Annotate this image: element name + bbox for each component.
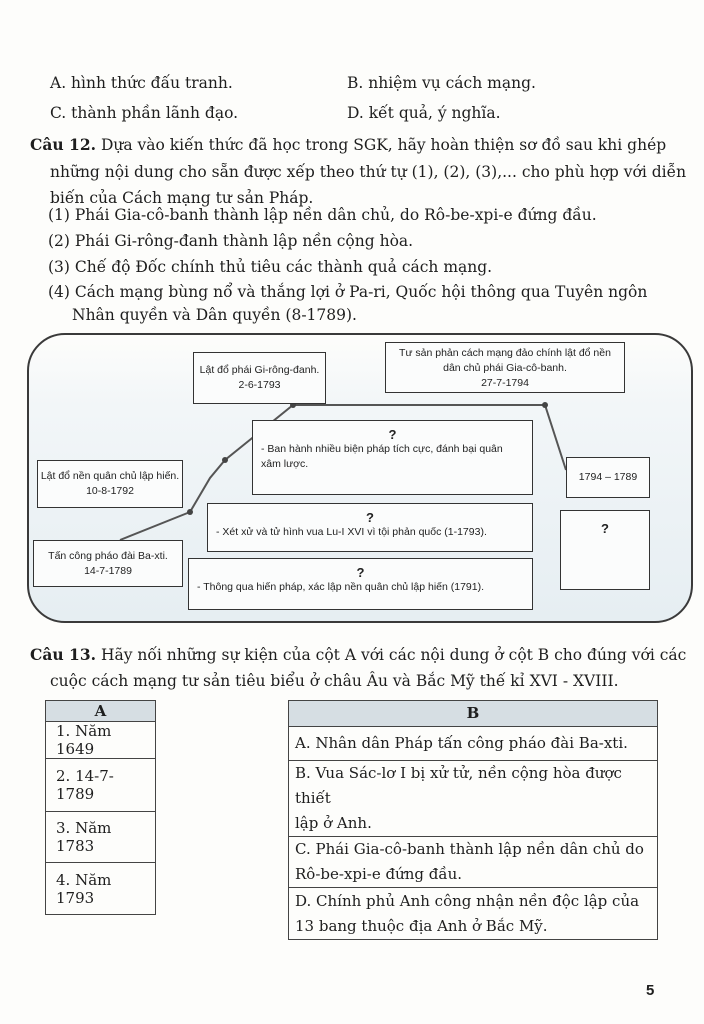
question-text: Dựa vào kiến thức đã học trong SGK, hãy hoàn thiện sơ đồ sau khi ghép [100,136,667,154]
box-date: 1794 – 1789 [578,471,638,483]
box-title: dân chủ phái Gia-cô-banh. [443,362,567,374]
box-title: Tư sản phản cách mạng đảo chính lật đổ nền [399,347,611,359]
box-range [566,457,650,498]
column-b-header: B [289,701,658,727]
question-12-line3: biến của Cách mạng tư sản Pháp. [50,189,314,207]
option-a: A. hình thức đấu tranh. [50,74,233,92]
option-c: C. thành phần lãnh đạo. [50,104,239,122]
column-b-table [288,700,658,940]
box-title: Tấn công pháo đài Ba-xti. [48,550,168,562]
blank-marker: ? [388,427,397,442]
column-a-row: 4. Năm 1793 [46,863,156,915]
box-republic [207,503,533,552]
row-text: Rô-be-xpi-e đứng đầu. [295,865,463,883]
box-text: xâm lược. [261,458,309,470]
column-a-header: A [46,701,156,722]
item-4-cont: Nhân quyền và Dân quyền (8-1789). [72,306,357,324]
question-13-line1 [30,645,686,665]
blank-marker: ? [356,565,365,580]
row-text: lập ở Anh. [295,814,372,832]
question-text: Hãy nối những sự kiện của cột A với các nội dung ở cột B cho đúng với các [100,646,687,664]
question-12-line2: những nội dung cho sẵn được xếp theo thứ tự (1), (2), (3),... cho phù hợp với diễn [50,163,687,181]
blank-marker: ? [601,521,609,536]
box-title: Lật đổ nền quân chủ lập hiến. [40,470,180,482]
box-date: 27-7-1794 [481,377,529,389]
item-4: (4) Cách mạng bùng nổ và thắng lợi ở Pa-ri, Quốc hội thông qua Tuyên ngôn [48,283,648,301]
column-b-row [289,888,658,940]
box-text: - Ban hành nhiều biện pháp tích cực, đánh bại quân [261,443,503,455]
box-title: Lật đổ phái Gi-rông-đanh. [199,364,320,376]
box-jacobin [252,420,533,495]
box-unknown [560,510,650,590]
page-number: 5 [646,982,655,999]
item-3: (3) Chế độ Đốc chính thủ tiêu các thành quả cách mạng. [48,258,493,276]
option-d: D. kết quả, ý nghĩa. [347,104,501,122]
row-text: B. Vua Sác-lơ I bị xử tử, nền cộng hòa được thiết [295,764,622,807]
row-text: C. Phái Gia-cô-banh thành lập nền dân chủ do [295,840,644,858]
column-a-row: 3. Năm 1783 [46,812,156,863]
box-date: 14-7-1789 [84,565,132,577]
row-text: 13 bang thuộc địa Anh ở Bắc Mỹ. [295,916,548,935]
box-date: 10-8-1792 [86,485,134,497]
item-2: (2) Phái Gi-rông-đanh thành lập nền cộng hòa. [48,232,414,250]
question-13-line2: cuộc cách mạng tư sản tiêu biểu ở châu Âu và Bắc Mỹ thế kỉ XVI - XVIII. [50,672,619,690]
box-thermidor [385,342,625,393]
column-b-row [289,837,658,888]
row-text: A. Nhân dân Pháp tấn công pháo đài Ba-xti. [295,734,628,752]
box-constitution [188,558,533,610]
item-1: (1) Phái Gia-cô-banh thành lập nền dân chủ, do Rô-be-xpi-e đứng đầu. [48,206,597,224]
box-text: - Thông qua hiến pháp, xác lập nền quân chủ lập hiến (1791). [197,581,485,593]
column-b-row [289,727,658,761]
blank-marker: ? [366,510,374,525]
question-13-label: Câu 13. [30,645,97,664]
row-text: D. Chính phủ Anh công nhận nền độc lập của [295,891,640,910]
box-monarchy [37,460,183,508]
option-b: B. nhiệm vụ cách mạng. [347,74,536,92]
column-a-row: 2. 14-7-1789 [46,759,156,812]
question-12-label: Câu 12. [30,135,97,154]
box-bastille [33,540,183,587]
box-date: 2-6-1793 [238,379,281,391]
column-a-table [45,700,156,915]
box-text: - Xét xử và tử hình vua Lu-I XVI vì tội phản quốc (1-1793). [216,526,487,538]
box-girondins [193,352,326,404]
column-b-row [289,761,658,837]
column-a-row: 1. Năm 1649 [46,722,156,759]
